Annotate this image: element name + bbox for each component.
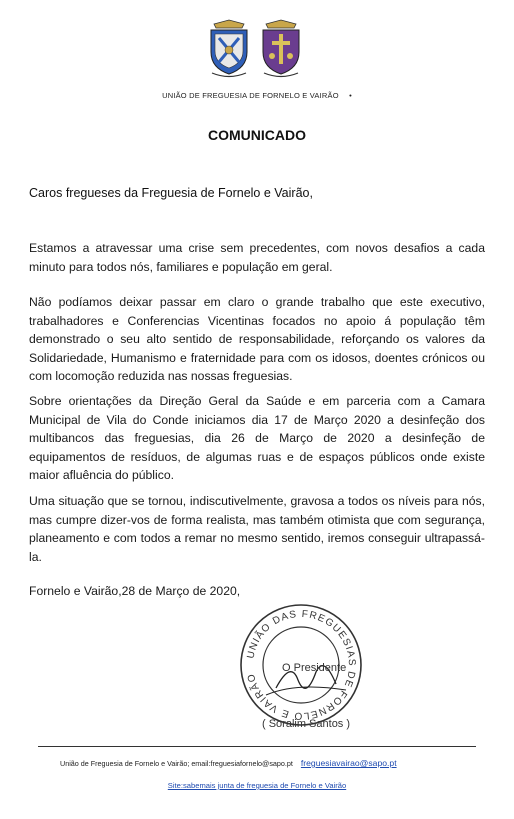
svg-text:UNIÃO DAS FREGUESIAS DE FORNEL: UNIÃO DAS FREGUESIAS DE FORNELO E VAIRÃO	[245, 608, 358, 722]
organization-name-text: UNIÃO DE FREGUESIA DE FORNELO E VAIRÃO	[162, 91, 339, 100]
dateline: Fornelo e Vairão,28 de Março de 2020,	[29, 584, 241, 598]
header-bullet: •	[349, 91, 352, 100]
organization-name	[0, 91, 514, 100]
footer-contact	[60, 758, 397, 768]
footer-divider	[38, 746, 476, 747]
signature-name: ( Soralim Santos )	[262, 718, 351, 730]
fornelo-crest-icon	[206, 18, 252, 78]
signature-role: O Presidente	[282, 662, 347, 674]
vairao-crest-icon	[258, 18, 304, 78]
footer-site-link[interactable]: Site:sabemais junta de freguesia de Fornelo e Vairão	[167, 781, 347, 790]
paragraph-3: Sobre orientações da Direção Geral da Saúde e em parceria com a Camara Municipal de Vila do Conde iniciamos dia 17 de Março 2020 a desinfeção dos multibancos das freguesias, dia 26 de Março de 2020 a desinfeção de equipamentos de resíduos, de algumas ruas e de espaços públicos onde existe maior afluência do público.	[29, 394, 485, 483]
paragraph-4: Uma situação que se tornou, indiscutivelmente, gravosa a todos os níveis para nós, mas cumpre dizer-vos de forma realista, mas também otimista que com segurança, planeamento e com todos a remar no mesmo sentido, iremos conseguir ultrapassá-la.	[29, 494, 485, 564]
paragraph-1: Estamos a atravessar uma crise sem precedentes, com novos desafios a cada minuto para todos nós, familiares e população em geral.	[29, 241, 485, 274]
document-title: COMUNICADO	[208, 127, 306, 143]
paragraph-2: Não podíamos deixar passar em claro o grande trabalho que este executivo, trabalhadores e Conferencias Vicentinas focados no apoio á população têm demonstrado o seu alto sentido de responsabilidade, reforçando os valores da Solidariedade, Humanismo e fraternidade para com os idosos, doentes crónicos ou com locomoção reduzida nas nossas freguesias.	[29, 295, 485, 384]
footer-contact-text: União de Freguesia de Fornelo e Vairão; email:freguesiafornelo@sapo.pt	[60, 759, 293, 768]
header-crests	[206, 18, 306, 80]
greeting: Caros fregueses da Freguesia de Fornelo e Vairão,	[29, 186, 313, 200]
footer-email-link[interactable]: freguesiavairao@sapo.pt	[300, 758, 397, 768]
